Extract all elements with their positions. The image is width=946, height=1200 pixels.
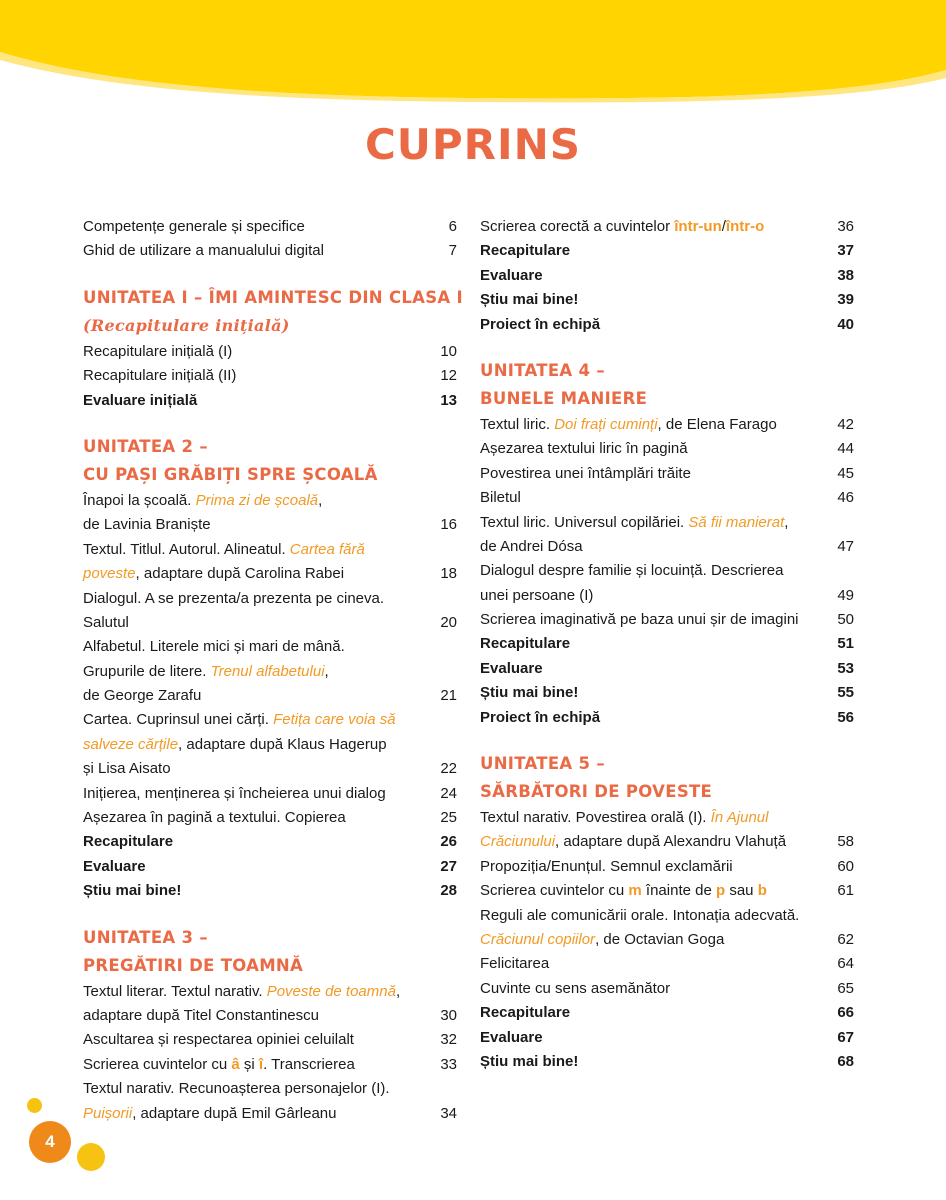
toc-entry[interactable]: Crăciunul copiilor, de Octavian Goga 62 [480,930,854,948]
toc-entry[interactable]: Evaluare inițială 13 [83,391,457,409]
toc-entry[interactable]: Înapoi la școală. Prima zi de școală, [83,491,323,509]
toc-entry[interactable]: Recapitulare 26 [83,833,457,851]
toc-entry[interactable]: Evaluare 67 [480,1028,854,1046]
toc-entry[interactable]: Textul liric. Universul copilăriei. Să fii manierat, [480,513,789,531]
toc-entry[interactable]: Recapitulare inițială (I) 10 [83,342,457,360]
toc-entry[interactable]: Scrierea cuvintelor cu â și î. Transcrierea 33 [83,1055,457,1073]
toc-entry[interactable]: Recapitulare 37 [480,242,854,260]
toc-right-column [480,215,854,1074]
unit-5-title: UNITATEA 5 – [480,754,605,774]
toc-entry[interactable]: poveste, adaptare după Carolina Rabei 18 [83,565,457,583]
toc-entry[interactable]: Alfabetul. Literele mici și mari de mână. [83,638,345,656]
toc-entry[interactable]: Scrierea cuvintelor cu m înainte de p sau b 61 [480,882,854,900]
unit-2-subtitle: CU PAȘI GRĂBIȚI SPRE ȘCOALĂ [83,464,378,484]
toc-entry[interactable]: de Lavinia Braniște 16 [83,516,457,534]
toc-entry[interactable]: Felicitarea 64 [480,955,854,973]
toc-entry[interactable]: și Lisa Aisato 22 [83,760,457,778]
toc-entry[interactable]: Cuvinte cu sens asemănător 65 [480,979,854,997]
toc-entry[interactable]: salveze cărțile, adaptare după Klaus Hagerup [83,735,387,753]
toc-entry[interactable]: Așezarea textului liric în pagină 44 [480,440,854,458]
toc-entry[interactable]: Textul literar. Textul narativ. Poveste de toamnă, [83,982,401,1000]
toc-entry[interactable]: Scrierea corectă a cuvintelor într-un/într-o 36 [480,218,854,235]
unit-1-title: UNITATEA I – ÎMI AMINTESC DIN CLASA I [83,287,463,307]
toc-entry[interactable]: Cartea. Cuprinsul unei cărți. Fetița care voia să [83,711,396,729]
toc-entry[interactable]: Proiect în echipă 40 [480,315,854,333]
decorative-dot-large [77,1143,105,1171]
toc-entry[interactable]: Dialogul despre familie și locuință. Descrierea [480,562,784,580]
toc-entry[interactable]: Textul. Titlul. Autorul. Alineatul. Cartea fără [83,540,365,558]
toc-entry[interactable]: de Andrei Dósa 47 [480,537,854,555]
toc-entry[interactable]: de George Zarafu 21 [83,687,457,705]
unit-4-subtitle: BUNELE MANIERE [480,388,648,408]
toc-left-column [83,215,463,1126]
toc-entry[interactable]: Scrierea imaginativă pe baza unui șir de imagini 50 [480,611,854,629]
toc-entry[interactable]: adaptare după Titel Constantinescu 30 [83,1006,457,1024]
decorative-dot-small [27,1098,42,1113]
toc-entry[interactable]: Crăciunului, adaptare după Alexandru Vlahuță 58 [480,833,854,851]
unit-5-subtitle: SĂRBĂTORI DE POVESTE [480,782,713,802]
toc-entry[interactable]: Știu mai bine! 28 [83,882,457,900]
toc-entry[interactable]: Recapitulare 51 [480,635,854,653]
toc-entry[interactable]: unei persoane (I) 49 [480,586,854,604]
toc-entry[interactable]: Recapitulare 66 [480,1004,854,1022]
toc-entry[interactable]: Ghid de utilizare a manualului digital 7 [83,242,457,260]
toc-entry[interactable]: Propoziția/Enunțul. Semnul exclamării 60 [480,857,854,875]
toc-entry[interactable]: Recapitulare inițială (II) 12 [83,367,457,385]
toc-entry[interactable]: Salutul 20 [83,613,457,631]
toc-entry[interactable]: Grupurile de litere. Trenul alfabetului, [83,662,329,680]
toc-entry[interactable]: Textul narativ. Povestirea orală (I). În Ajunul [480,809,769,827]
toc-entry[interactable]: Ascultarea și respectarea opiniei celuilalt 32 [83,1031,457,1049]
page-title: CUPRINS [364,120,582,169]
toc-entry[interactable]: Așezarea în pagină a textului. Copierea 25 [83,809,457,827]
toc-entry[interactable]: Dialogul. A se prezenta/a prezenta pe cineva. [83,589,385,607]
toc-entry[interactable]: Evaluare 38 [480,266,854,284]
toc-entry[interactable]: Textul liric. Doi frați cuminți, de Elena Farago 42 [480,415,854,433]
toc-entry[interactable]: Reguli ale comunicării orale. Intonația adecvată. [480,906,800,924]
toc-entry[interactable]: Povestirea unei întâmplări trăite 45 [480,464,854,482]
toc-entry[interactable]: Evaluare 53 [480,659,854,677]
toc-entry[interactable]: Biletul 46 [480,489,854,507]
toc-entry[interactable]: Competențe generale și specifice 6 [83,218,457,235]
unit-4-title: UNITATEA 4 – [480,360,605,380]
toc-entry[interactable]: Proiect în echipă 56 [480,708,854,726]
top-wave-banner [0,0,946,110]
toc-entry[interactable]: Evaluare 27 [83,857,457,875]
unit-3-subtitle: PREGĂTIRI DE TOAMNĂ [83,955,304,975]
toc-entry[interactable]: Textul narativ. Recunoașterea personajelor (I). [83,1080,390,1098]
toc-entry[interactable]: Știu mai bine! 68 [480,1052,854,1070]
unit-2-title: UNITATEA 2 – [83,436,208,456]
page-number-badge: 4 [29,1121,71,1163]
toc-entry[interactable]: Puișorii, adaptare după Emil Gârleanu 34 [83,1104,457,1122]
toc-entry[interactable]: Știu mai bine! 55 [480,684,854,702]
toc-entry[interactable]: Știu mai bine! 39 [480,291,854,309]
unit-3-title: UNITATEA 3 – [83,927,208,947]
unit-1-subtitle: (Recapitulare inițială) [83,315,290,335]
toc-entry[interactable]: Inițierea, menținerea și încheierea unui dialog 24 [83,784,457,802]
